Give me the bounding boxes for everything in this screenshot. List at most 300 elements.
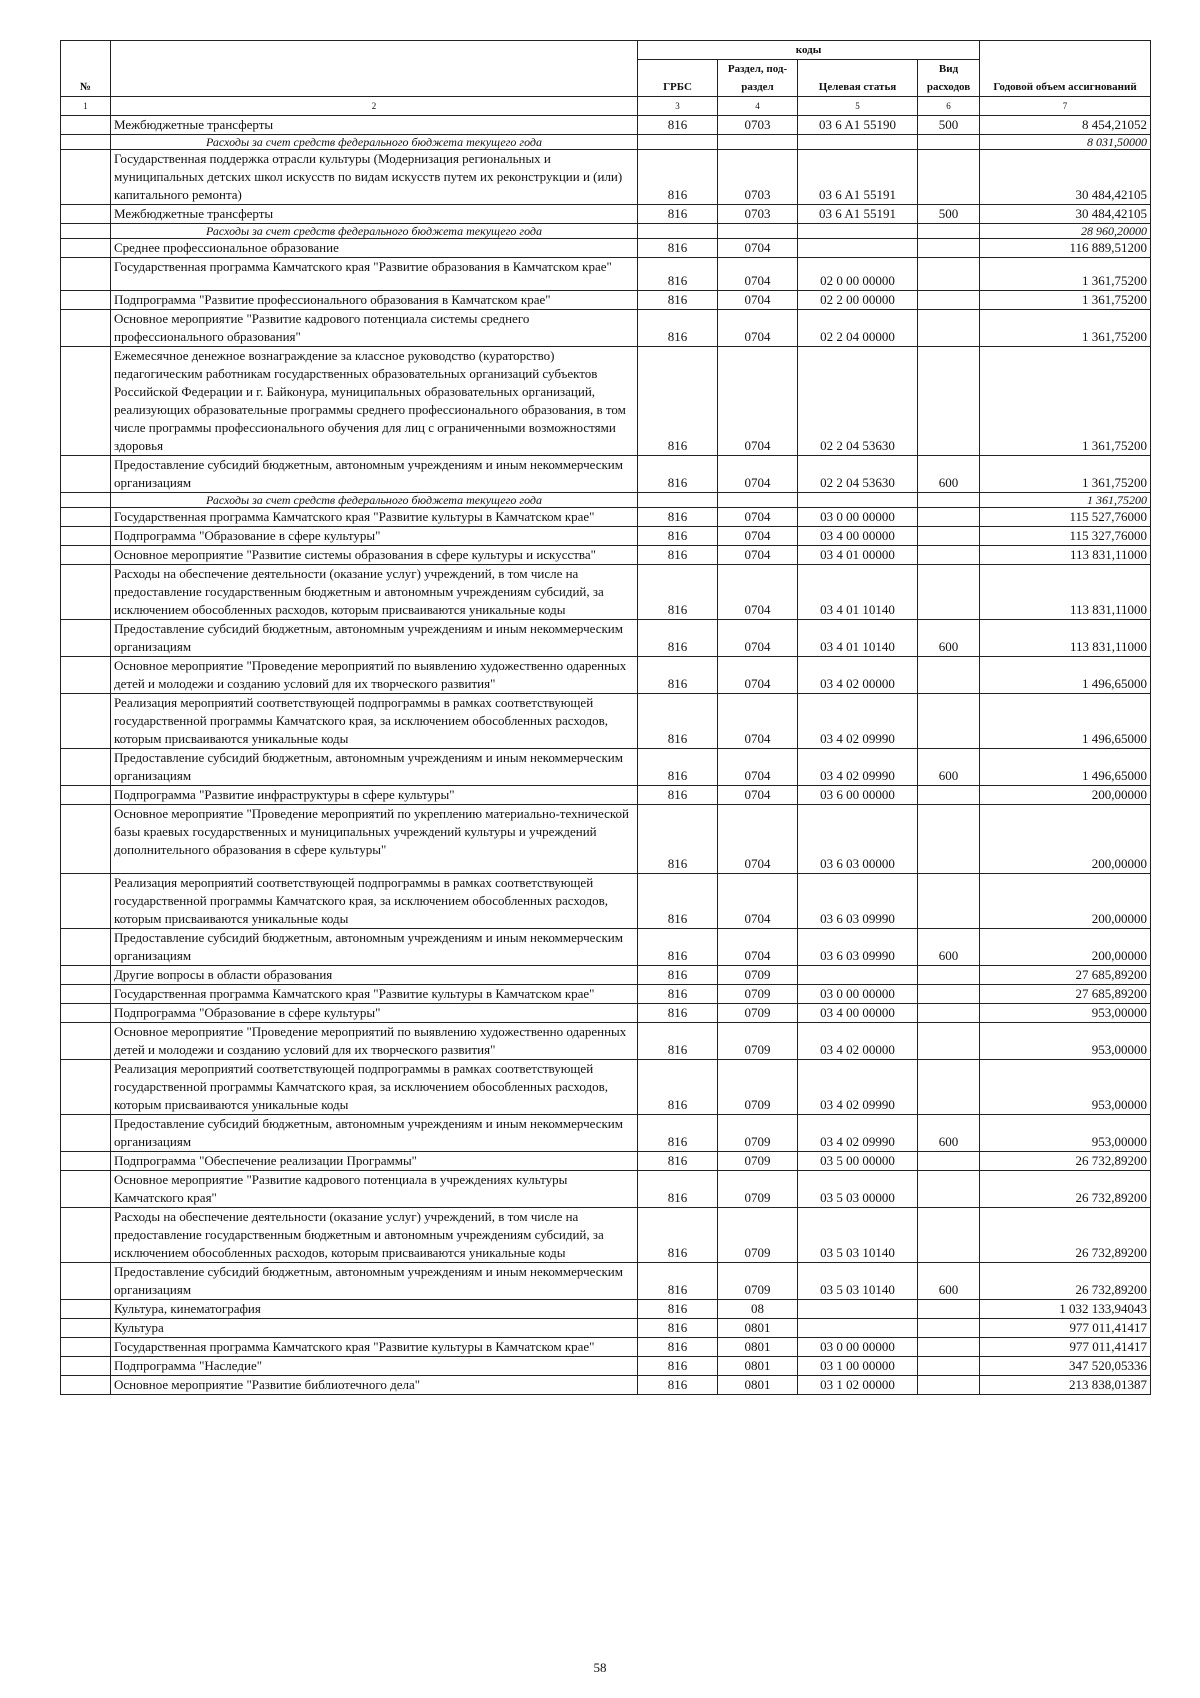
cell-grbs: 816	[638, 620, 718, 657]
cell-kind	[918, 1319, 980, 1338]
table-row	[61, 508, 1151, 527]
cell-amount: 26 732,89200	[980, 1171, 1151, 1208]
cell-kind	[918, 1300, 980, 1319]
cell-amount: 115 327,76000	[980, 527, 1151, 546]
cell-kind: 600	[918, 749, 980, 786]
cell-section: 0709	[718, 1263, 798, 1300]
table-row	[61, 310, 1151, 347]
cell-section: 0709	[718, 1152, 798, 1171]
cell-grbs: 816	[638, 786, 718, 805]
table-row	[61, 985, 1151, 1004]
cell-description: Подпрограмма "Наследие"	[111, 1357, 638, 1376]
table-row	[61, 966, 1151, 985]
cell-target: 03 0 00 00000	[798, 508, 918, 527]
cell-amount: 115 527,76000	[980, 508, 1151, 527]
cell-section	[718, 135, 798, 150]
table-row	[61, 749, 1151, 786]
cell-amount: 113 831,11000	[980, 620, 1151, 657]
cell-description: Предоставление субсидий бюджетным, автономным учреждениям и иным некоммерческим организациям	[111, 1115, 638, 1152]
cell-section: 0704	[718, 546, 798, 565]
cell-number	[61, 565, 111, 620]
cell-grbs: 816	[638, 347, 718, 456]
cell-grbs: 816	[638, 1338, 718, 1357]
header-kind: Вид расходов	[918, 60, 980, 97]
cell-number	[61, 493, 111, 508]
cell-grbs: 816	[638, 1115, 718, 1152]
cell-grbs	[638, 224, 718, 239]
col-num: 2	[111, 97, 638, 116]
cell-grbs: 816	[638, 116, 718, 135]
cell-target: 03 1 02 00000	[798, 1376, 918, 1395]
cell-grbs: 816	[638, 1060, 718, 1115]
table-row	[61, 150, 1151, 205]
cell-kind	[918, 1338, 980, 1357]
cell-section: 0704	[718, 620, 798, 657]
cell-amount: 1 361,75200	[980, 291, 1151, 310]
cell-description: Подпрограмма "Образование в сфере культуры"	[111, 1004, 638, 1023]
cell-section: 0801	[718, 1338, 798, 1357]
table-row	[61, 1060, 1151, 1115]
cell-kind	[918, 786, 980, 805]
table-row	[61, 1208, 1151, 1263]
cell-target: 03 4 01 10140	[798, 620, 918, 657]
table-row	[61, 1152, 1151, 1171]
table-row	[61, 224, 1151, 239]
cell-description: Государственная программа Камчатского края "Развитие культуры в Камчатском крае"	[111, 985, 638, 1004]
table-row	[61, 1004, 1151, 1023]
cell-amount: 200,00000	[980, 929, 1151, 966]
cell-amount: 30 484,42105	[980, 205, 1151, 224]
cell-target: 03 6 A1 55190	[798, 116, 918, 135]
table-row	[61, 805, 1151, 874]
cell-kind	[918, 805, 980, 874]
cell-grbs: 816	[638, 291, 718, 310]
cell-target: 03 4 00 00000	[798, 1004, 918, 1023]
cell-grbs: 816	[638, 310, 718, 347]
cell-target: 03 6 A1 55191	[798, 150, 918, 205]
cell-kind	[918, 493, 980, 508]
cell-grbs: 816	[638, 508, 718, 527]
cell-grbs: 816	[638, 874, 718, 929]
cell-description: Основное мероприятие "Проведение мероприятий по выявлению художественно одаренных детей и молодежи и созданию условий для их творческого развития"	[111, 1023, 638, 1060]
cell-kind	[918, 310, 980, 347]
cell-amount: 1 496,65000	[980, 749, 1151, 786]
cell-target: 03 5 00 00000	[798, 1152, 918, 1171]
cell-target: 03 4 02 00000	[798, 1023, 918, 1060]
table-row	[61, 116, 1151, 135]
cell-number	[61, 527, 111, 546]
cell-kind	[918, 150, 980, 205]
cell-description: Подпрограмма "Развитие профессионального образования в Камчатском крае"	[111, 291, 638, 310]
table-row	[61, 205, 1151, 224]
table-row	[61, 456, 1151, 493]
table-row	[61, 1115, 1151, 1152]
cell-grbs: 816	[638, 1263, 718, 1300]
cell-number	[61, 694, 111, 749]
cell-kind	[918, 1004, 980, 1023]
cell-amount: 1 032 133,94043	[980, 1300, 1151, 1319]
budget-table	[60, 40, 1151, 1395]
cell-number	[61, 985, 111, 1004]
cell-amount: 200,00000	[980, 874, 1151, 929]
cell-target: 03 6 A1 55191	[798, 205, 918, 224]
cell-section: 0703	[718, 116, 798, 135]
cell-number	[61, 1208, 111, 1263]
cell-description: Основное мероприятие "Развитие библиотечного дела"	[111, 1376, 638, 1395]
cell-grbs: 816	[638, 1357, 718, 1376]
col-num: 5	[798, 97, 918, 116]
cell-target: 03 6 03 09990	[798, 929, 918, 966]
table-row	[61, 929, 1151, 966]
cell-amount: 1 361,75200	[980, 347, 1151, 456]
cell-description: Реализация мероприятий соответствующей подпрограммы в рамках соответствующей государственной программы Камчатского края, за исключением обособленных расходов, которым присваиваются уникальные коды	[111, 874, 638, 929]
header-amount: Годовой объем ассигнований	[980, 41, 1151, 97]
cell-section: 0704	[718, 258, 798, 291]
cell-amount: 953,00000	[980, 1023, 1151, 1060]
cell-section: 0801	[718, 1319, 798, 1338]
cell-section: 0709	[718, 1023, 798, 1060]
cell-target: 03 5 03 10140	[798, 1263, 918, 1300]
cell-number	[61, 347, 111, 456]
header-grbs: ГРБС	[638, 60, 718, 97]
table-row	[61, 291, 1151, 310]
cell-target: 03 5 03 00000	[798, 1171, 918, 1208]
cell-target: 02 2 04 53630	[798, 347, 918, 456]
cell-number	[61, 1357, 111, 1376]
cell-description: Государственная программа Камчатского края "Развитие культуры в Камчатском крае"	[111, 508, 638, 527]
cell-kind	[918, 1152, 980, 1171]
cell-description: Культура	[111, 1319, 638, 1338]
cell-description: Другие вопросы в области образования	[111, 966, 638, 985]
cell-amount: 1 496,65000	[980, 657, 1151, 694]
cell-amount: 8 454,21052	[980, 116, 1151, 135]
cell-number	[61, 1023, 111, 1060]
header-section: Раздел, под-раздел	[718, 60, 798, 97]
cell-number	[61, 874, 111, 929]
cell-description: Предоставление субсидий бюджетным, автономным учреждениям и иным некоммерческим организациям	[111, 749, 638, 786]
cell-section: 0704	[718, 657, 798, 694]
cell-description: Государственная программа Камчатского края "Развитие культуры в Камчатском крае"	[111, 1338, 638, 1357]
cell-amount: 200,00000	[980, 805, 1151, 874]
cell-section: 0709	[718, 1060, 798, 1115]
cell-amount: 27 685,89200	[980, 985, 1151, 1004]
cell-amount: 28 960,20000	[980, 224, 1151, 239]
cell-number	[61, 224, 111, 239]
cell-section: 0704	[718, 694, 798, 749]
cell-kind: 600	[918, 1115, 980, 1152]
table-row	[61, 1263, 1151, 1300]
cell-description: Основное мероприятие "Проведение мероприятий по укреплению материально-технической базы краевых государственных и муниципальных учреждений культуры и учреждений дополнительного образования в сфере культуры"	[111, 805, 638, 874]
cell-target: 03 6 03 09990	[798, 874, 918, 929]
cell-amount: 113 831,11000	[980, 565, 1151, 620]
cell-kind: 600	[918, 456, 980, 493]
cell-number	[61, 546, 111, 565]
cell-section: 0704	[718, 749, 798, 786]
cell-grbs: 816	[638, 1300, 718, 1319]
cell-description: Межбюджетные трансферты	[111, 116, 638, 135]
cell-kind	[918, 874, 980, 929]
table-row	[61, 135, 1151, 150]
header-target: Целевая статья	[798, 60, 918, 97]
col-num: 3	[638, 97, 718, 116]
cell-target	[798, 239, 918, 258]
cell-number	[61, 1152, 111, 1171]
cell-amount: 1 361,75200	[980, 493, 1151, 508]
cell-kind	[918, 258, 980, 291]
cell-section: 0709	[718, 985, 798, 1004]
cell-description: Основное мероприятие "Развитие кадрового потенциала в учреждениях культуры Камчатского края"	[111, 1171, 638, 1208]
cell-amount: 27 685,89200	[980, 966, 1151, 985]
cell-grbs: 816	[638, 966, 718, 985]
cell-amount: 200,00000	[980, 786, 1151, 805]
cell-number	[61, 1319, 111, 1338]
cell-description: Предоставление субсидий бюджетным, автономным учреждениям и иным некоммерческим организациям	[111, 456, 638, 493]
cell-target: 02 0 00 00000	[798, 258, 918, 291]
cell-kind	[918, 508, 980, 527]
cell-section: 0801	[718, 1376, 798, 1395]
cell-kind	[918, 1023, 980, 1060]
cell-description: Культура, кинематография	[111, 1300, 638, 1319]
cell-grbs	[638, 493, 718, 508]
cell-amount: 1 361,75200	[980, 310, 1151, 347]
cell-description: Подпрограмма "Обеспечение реализации Программы"	[111, 1152, 638, 1171]
cell-description: Расходы за счет средств федерального бюджета текущего года	[111, 135, 638, 150]
cell-grbs: 816	[638, 546, 718, 565]
cell-target: 02 2 04 00000	[798, 310, 918, 347]
cell-description: Ежемесячное денежное вознаграждение за классное руководство (кураторство) педагогическим работникам государственных образовательных организаций субъектов Российской Федерации и г. Байконура, муниципальных образовательных организаций, реализующих образовательные программы среднего профессионального образования, в том числе программы профессионального обучения для лиц с ограниченными возможностями здоровья	[111, 347, 638, 456]
cell-number	[61, 805, 111, 874]
cell-section	[718, 493, 798, 508]
cell-target	[798, 224, 918, 239]
cell-section: 0704	[718, 456, 798, 493]
cell-amount: 113 831,11000	[980, 546, 1151, 565]
cell-kind	[918, 135, 980, 150]
cell-number	[61, 456, 111, 493]
cell-grbs: 816	[638, 258, 718, 291]
table-row	[61, 1376, 1151, 1395]
cell-number	[61, 620, 111, 657]
cell-number	[61, 749, 111, 786]
cell-amount: 347 520,05336	[980, 1357, 1151, 1376]
cell-section: 0704	[718, 527, 798, 546]
table-row	[61, 1338, 1151, 1357]
cell-grbs: 816	[638, 205, 718, 224]
cell-grbs: 816	[638, 929, 718, 966]
cell-kind	[918, 1376, 980, 1395]
cell-section: 0704	[718, 239, 798, 258]
cell-target: 03 4 00 00000	[798, 527, 918, 546]
cell-grbs: 816	[638, 1152, 718, 1171]
cell-section: 0703	[718, 150, 798, 205]
table-row	[61, 657, 1151, 694]
cell-section: 0709	[718, 1115, 798, 1152]
cell-number	[61, 1263, 111, 1300]
cell-number	[61, 291, 111, 310]
cell-description: Предоставление субсидий бюджетным, автономным учреждениям и иным некоммерческим организациям	[111, 620, 638, 657]
cell-target: 03 1 00 00000	[798, 1357, 918, 1376]
cell-number	[61, 1171, 111, 1208]
cell-target: 03 4 01 10140	[798, 565, 918, 620]
cell-description: Реализация мероприятий соответствующей подпрограммы в рамках соответствующей государственной программы Камчатского края, за исключением обособленных расходов, которым присваиваются уникальные коды	[111, 1060, 638, 1115]
cell-target: 03 4 01 00000	[798, 546, 918, 565]
cell-amount: 977 011,41417	[980, 1319, 1151, 1338]
cell-kind	[918, 347, 980, 456]
cell-amount: 1 361,75200	[980, 258, 1151, 291]
cell-grbs: 816	[638, 565, 718, 620]
col-num: 4	[718, 97, 798, 116]
cell-section	[718, 224, 798, 239]
header-number: №	[61, 41, 111, 97]
cell-target	[798, 966, 918, 985]
table-row	[61, 258, 1151, 291]
cell-number	[61, 508, 111, 527]
col-num: 7	[980, 97, 1151, 116]
table-row	[61, 620, 1151, 657]
cell-section: 0704	[718, 291, 798, 310]
col-num: 6	[918, 97, 980, 116]
cell-amount: 116 889,51200	[980, 239, 1151, 258]
cell-grbs: 816	[638, 1319, 718, 1338]
cell-number	[61, 1338, 111, 1357]
cell-description: Государственная программа Камчатского края "Развитие образования в Камчатском крае"	[111, 258, 638, 291]
cell-description: Предоставление субсидий бюджетным, автономным учреждениям и иным некоммерческим организациям	[111, 1263, 638, 1300]
cell-kind	[918, 657, 980, 694]
col-num: 1	[61, 97, 111, 116]
cell-kind	[918, 565, 980, 620]
cell-grbs: 816	[638, 150, 718, 205]
cell-kind	[918, 966, 980, 985]
table-body	[61, 116, 1151, 1395]
cell-number	[61, 929, 111, 966]
table-row	[61, 239, 1151, 258]
cell-target: 03 4 02 00000	[798, 657, 918, 694]
table-row	[61, 527, 1151, 546]
cell-grbs: 816	[638, 694, 718, 749]
cell-kind	[918, 1208, 980, 1263]
cell-amount: 30 484,42105	[980, 150, 1151, 205]
cell-kind	[918, 985, 980, 1004]
cell-target: 02 2 00 00000	[798, 291, 918, 310]
table-row	[61, 1023, 1151, 1060]
table-row	[61, 1357, 1151, 1376]
cell-number	[61, 966, 111, 985]
cell-amount: 26 732,89200	[980, 1208, 1151, 1263]
cell-target	[798, 135, 918, 150]
table-row	[61, 565, 1151, 620]
cell-target	[798, 1300, 918, 1319]
page-number: 58	[593, 1660, 607, 1675]
cell-kind	[918, 1357, 980, 1376]
cell-grbs: 816	[638, 805, 718, 874]
cell-amount: 213 838,01387	[980, 1376, 1151, 1395]
cell-section: 0704	[718, 310, 798, 347]
table-row	[61, 1300, 1151, 1319]
cell-grbs: 816	[638, 1208, 718, 1263]
cell-description: Реализация мероприятий соответствующей подпрограммы в рамках соответствующей государственной программы Камчатского края, за исключением обособленных расходов, которым присваиваются уникальные коды	[111, 694, 638, 749]
cell-number	[61, 258, 111, 291]
cell-description: Государственная поддержка отрасли культуры (Модернизация региональных и муниципальных детских школ искусств по видам искусств путем их реконструкции и (или) капитального ремонта)	[111, 150, 638, 205]
cell-kind: 500	[918, 116, 980, 135]
cell-section: 0704	[718, 565, 798, 620]
cell-number	[61, 135, 111, 150]
cell-amount: 953,00000	[980, 1060, 1151, 1115]
cell-grbs: 816	[638, 456, 718, 493]
cell-kind: 500	[918, 205, 980, 224]
cell-number	[61, 786, 111, 805]
table-row	[61, 493, 1151, 508]
cell-grbs: 816	[638, 1023, 718, 1060]
cell-number	[61, 1060, 111, 1115]
cell-target: 03 5 03 10140	[798, 1208, 918, 1263]
cell-kind	[918, 527, 980, 546]
cell-description: Предоставление субсидий бюджетным, автономным учреждениям и иным некоммерческим организациям	[111, 929, 638, 966]
cell-amount: 1 361,75200	[980, 456, 1151, 493]
cell-description: Межбюджетные трансферты	[111, 205, 638, 224]
cell-description: Расходы на обеспечение деятельности (оказание услуг) учреждений, в том числе на предоставление государственным бюджетным и автономным учреждениям субсидий, за исключением обособленных расходов, которым присваиваются уникальные коды	[111, 1208, 638, 1263]
cell-number	[61, 310, 111, 347]
cell-target: 03 4 02 09990	[798, 1115, 918, 1152]
cell-kind	[918, 1060, 980, 1115]
cell-number	[61, 116, 111, 135]
cell-target: 03 0 00 00000	[798, 985, 918, 1004]
column-number-row	[61, 97, 1151, 116]
cell-grbs: 816	[638, 1376, 718, 1395]
cell-grbs: 816	[638, 239, 718, 258]
header-description	[111, 41, 638, 97]
table-row	[61, 786, 1151, 805]
cell-target	[798, 493, 918, 508]
cell-target: 03 4 02 09990	[798, 749, 918, 786]
cell-section: 08	[718, 1300, 798, 1319]
cell-amount: 26 732,89200	[980, 1263, 1151, 1300]
cell-description: Основное мероприятие "Проведение мероприятий по выявлению художественно одаренных детей и молодежи и созданию условий для их творческого развития"	[111, 657, 638, 694]
cell-amount: 977 011,41417	[980, 1338, 1151, 1357]
cell-section: 0704	[718, 508, 798, 527]
cell-section: 0704	[718, 929, 798, 966]
cell-kind	[918, 694, 980, 749]
cell-number	[61, 205, 111, 224]
cell-description: Подпрограмма "Образование в сфере культуры"	[111, 527, 638, 546]
cell-description: Среднее профессиональное образование	[111, 239, 638, 258]
table-row	[61, 694, 1151, 749]
cell-section: 0704	[718, 347, 798, 456]
cell-section: 0704	[718, 874, 798, 929]
cell-number	[61, 657, 111, 694]
cell-section: 0709	[718, 966, 798, 985]
cell-grbs: 816	[638, 985, 718, 1004]
cell-target: 03 4 02 09990	[798, 1060, 918, 1115]
cell-number	[61, 239, 111, 258]
cell-section: 0709	[718, 1208, 798, 1263]
cell-kind	[918, 239, 980, 258]
cell-target: 03 6 03 00000	[798, 805, 918, 874]
cell-grbs: 816	[638, 657, 718, 694]
cell-number	[61, 150, 111, 205]
cell-target: 03 6 00 00000	[798, 786, 918, 805]
cell-section: 0801	[718, 1357, 798, 1376]
cell-kind: 600	[918, 620, 980, 657]
cell-number	[61, 1300, 111, 1319]
cell-target: 02 2 04 53630	[798, 456, 918, 493]
cell-description: Расходы на обеспечение деятельности (оказание услуг) учреждений, в том числе на предоставление государственным бюджетным и автономным учреждениям субсидий, за исключением обособленных расходов, которым присваиваются уникальные коды	[111, 565, 638, 620]
cell-amount: 1 496,65000	[980, 694, 1151, 749]
cell-target: 03 4 02 09990	[798, 694, 918, 749]
cell-description: Основное мероприятие "Развитие кадрового потенциала системы среднего профессионального образования"	[111, 310, 638, 347]
cell-kind: 600	[918, 929, 980, 966]
cell-description: Расходы за счет средств федерального бюджета текущего года	[111, 224, 638, 239]
cell-section: 0704	[718, 786, 798, 805]
cell-description: Основное мероприятие "Развитие системы образования в сфере культуры и искусства"	[111, 546, 638, 565]
